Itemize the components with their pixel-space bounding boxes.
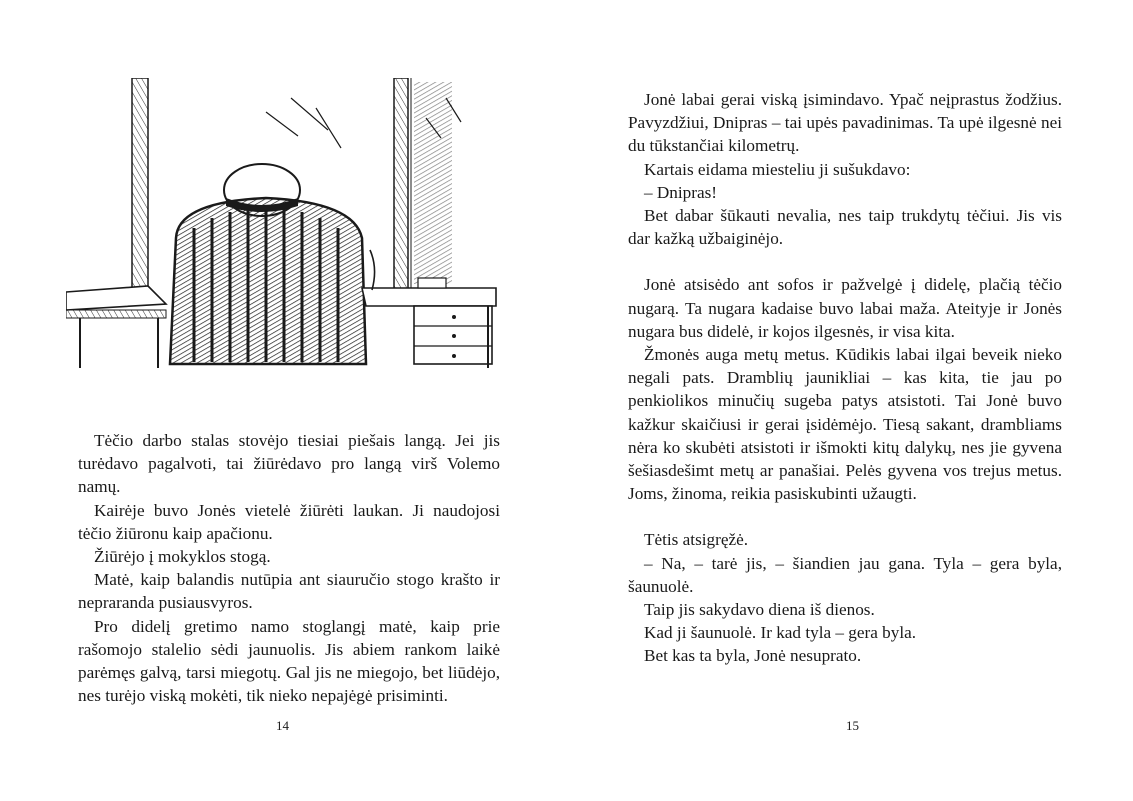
paragraph: Kairėje buvo Jonės vietelė žiūrėti laukan. Ji naudojosi tėčio žiūronu kaip apačionu. <box>78 500 500 543</box>
paragraph: Žiūrėjo į mokyklos stogą. <box>94 547 271 567</box>
right-page <box>566 0 1133 801</box>
left-page-text <box>78 429 500 707</box>
page-number: 14 <box>276 718 289 733</box>
paragraph: Matė, kaip balandis nutūpia ant siauručio stogo krašto ir nepraranda pusiausvyros. <box>78 570 500 613</box>
paragraph: Bet dabar šūkauti nevalia, nes taip trukdytų tėčiui. Jis vis dar kažką užbaiginėjo. <box>628 206 1062 249</box>
paragraph: Bet kas ta byla, Jonė nesuprato. <box>644 646 862 666</box>
paragraph: Tėtis atsigręžė. <box>644 530 749 550</box>
paragraph: Kad ji šaunuolė. Ir kad tyla – gera byla. <box>644 623 917 643</box>
paragraph: Kartais eidama miesteliu ji sušukdavo: <box>644 159 911 179</box>
paragraph: Jonė labai gerai viską įsimindavo. Ypač neįprastus žodžius. Pavyzdžiui, Dnipras – tai upės pavadinimas. Ta upė ilgesnė nei du tūkstančiai kilometrų. <box>628 90 1062 156</box>
paragraph: Žmonės auga metų metus. Kūdikis labai ilgai beveik nieko negali pats. Dramblių jaunikliai – kas kita, tie jau po penkiolikos minučių sugeba patys atsistoti. Tai Jonė buvo kažkur skaičiusi ir gerai įsidėmėjo. Tiesą sakant, drambliams nėra ko skubėti atsistoti ir išmokti kitų dalykų, nes jie gyvena šešiasdešimt metų ar panašiai. Pelės gyvena vos trejus metus. Joms, žinoma, reikia pasiskubinti užaugti. <box>628 345 1062 504</box>
paragraph: Tėčio darbo stalas stovėjo tiesiai piešais langą. Jei jis turėdavo pagalvoti, tai žiūrėdavo pro langą virš Volemo namų. <box>78 431 500 497</box>
paragraph: Pro didelį gretimo namo stoglangį matė, kaip prie rašomojo stalelio sėdi jaunuolis. Jis abiem rankom laikė parėmęs galvą, tarsi miegotų. Gal jis ne miegojo, bet liūdėjo, nes turėjo viską mokėti, tik nieko nepajėgė prisiminti. <box>78 616 500 706</box>
father-at-desk-illustration <box>66 78 498 370</box>
right-page-text <box>628 88 1062 668</box>
paragraph: Jonė atsisėdo ant sofos ir pažvelgė į didelę, plačią tėčio nugarą. Ta nugara kadaise buvo labai maža. Ateityje ir Jonės nugara bus didelė, ir kojos ilgesnės, ir visa kita. <box>628 275 1062 341</box>
paragraph: – Dnipras! <box>644 182 718 202</box>
paragraph: Taip jis sakydavo diena iš dienos. <box>644 600 875 620</box>
left-page <box>0 0 566 801</box>
paragraph: – Na, – tarė jis, – šiandien jau gana. Tyla – gera byla, šaunuolė. <box>628 553 1062 596</box>
page-number: 15 <box>846 718 859 733</box>
